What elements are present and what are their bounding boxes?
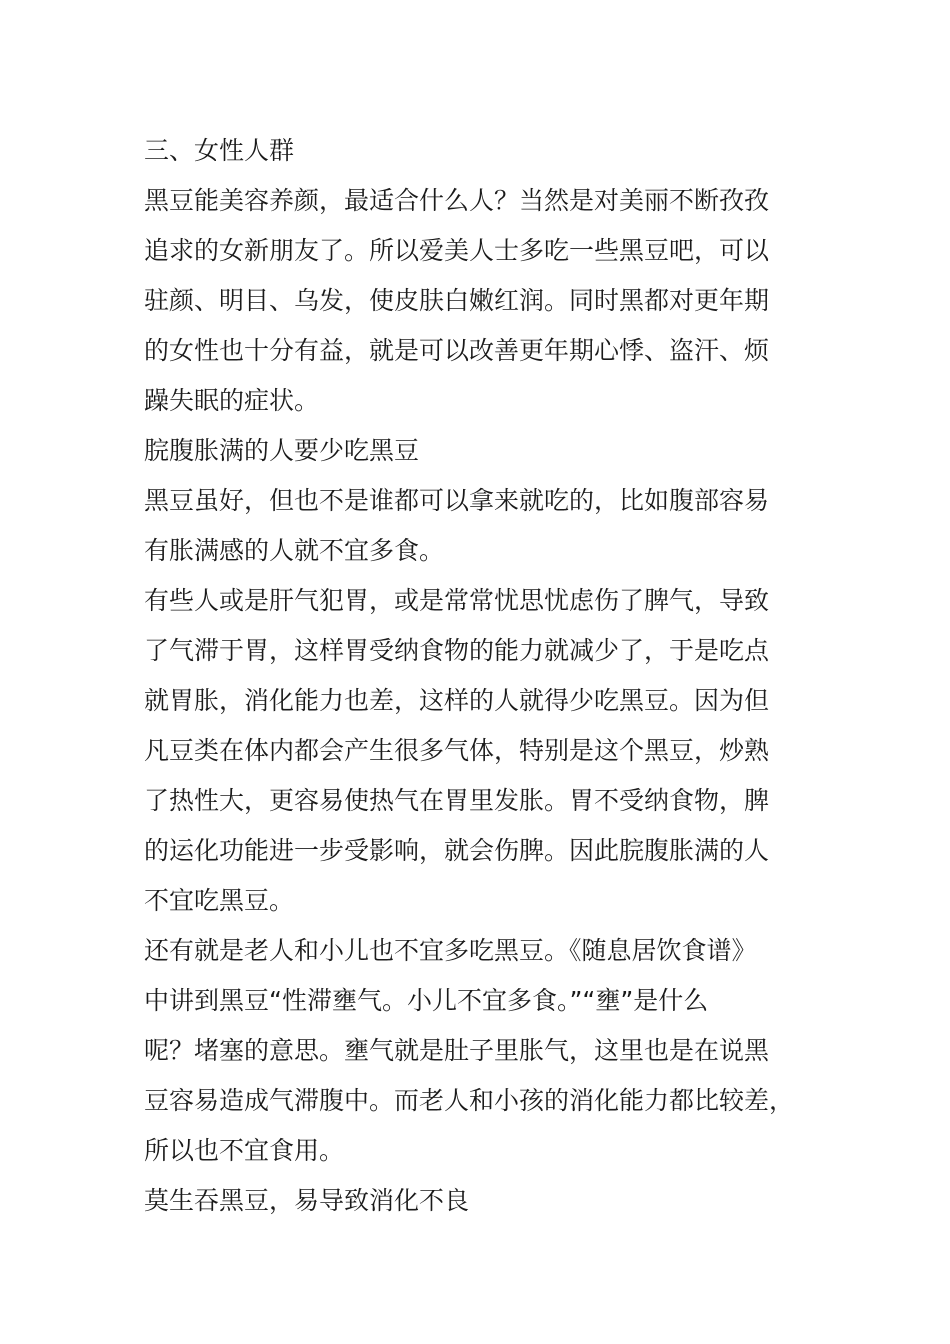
section-heading: 脘腹胀满的人要少吃黑豆 xyxy=(144,436,420,465)
paragraph-line: 豆容易造成气滞腹中。而老人和小孩的消化能力都比较差， xyxy=(144,1086,795,1115)
section-heading: 莫生吞黑豆，易导致消化不良 xyxy=(144,1186,470,1215)
paragraph-line: 追求的女新朋友了。所以爱美人士多吃一些黑豆吧，可以 xyxy=(144,236,770,265)
document-body xyxy=(144,126,804,1226)
paragraph-line: 躁失眠的症状。 xyxy=(144,386,320,415)
paragraph-line: 的女性也十分有益，就是可以改善更年期心悸、盗汗、烦 xyxy=(144,336,770,365)
paragraph-line: 有胀满感的人就不宜多食。 xyxy=(144,536,445,565)
paragraph-line: 有些人或是肝气犯胃，或是常常忧思忧虑伤了脾气，导致 xyxy=(144,586,770,615)
paragraph-line: 驻颜、明目、乌发，使皮肤白嫩红润。同时黑都对更年期 xyxy=(144,286,770,315)
paragraph-line: 黑豆虽好，但也不是谁都可以拿来就吃的，比如腹部容易 xyxy=(144,486,770,515)
paragraph-line: 不宜吃黑豆。 xyxy=(144,886,295,915)
paragraph-line: 黑豆能美容养颜，最适合什么人？当然是对美丽不断孜孜 xyxy=(144,186,770,215)
paragraph-line: 呢？堵塞的意思。壅气就是肚子里胀气，这里也是在说黑 xyxy=(144,1036,770,1065)
paragraph-line: 所以也不宜食用。 xyxy=(144,1136,345,1165)
paragraph-line: 的运化功能进一步受影响，就会伤脾。因此脘腹胀满的人 xyxy=(144,836,770,865)
paragraph-line: 就胃胀，消化能力也差，这样的人就得少吃黑豆。因为但 xyxy=(144,686,770,715)
paragraph-line: 凡豆类在体内都会产生很多气体，特别是这个黑豆，炒熟 xyxy=(144,736,770,765)
paragraph-line: 了热性大，更容易使热气在胃里发胀。胃不受纳食物，脾 xyxy=(144,786,770,815)
section-heading: 三、女性人群 xyxy=(144,136,295,165)
paragraph-line: 了气滞于胃，这样胃受纳食物的能力就减少了，于是吃点 xyxy=(144,636,770,665)
paragraph-line: 中讲到黑豆“性滞壅气。小儿不宜多食。”“壅”是什么 xyxy=(144,986,709,1015)
paragraph-line: 还有就是老人和小儿也不宜多吃黑豆。《随息居饮食谱》 xyxy=(144,936,757,965)
